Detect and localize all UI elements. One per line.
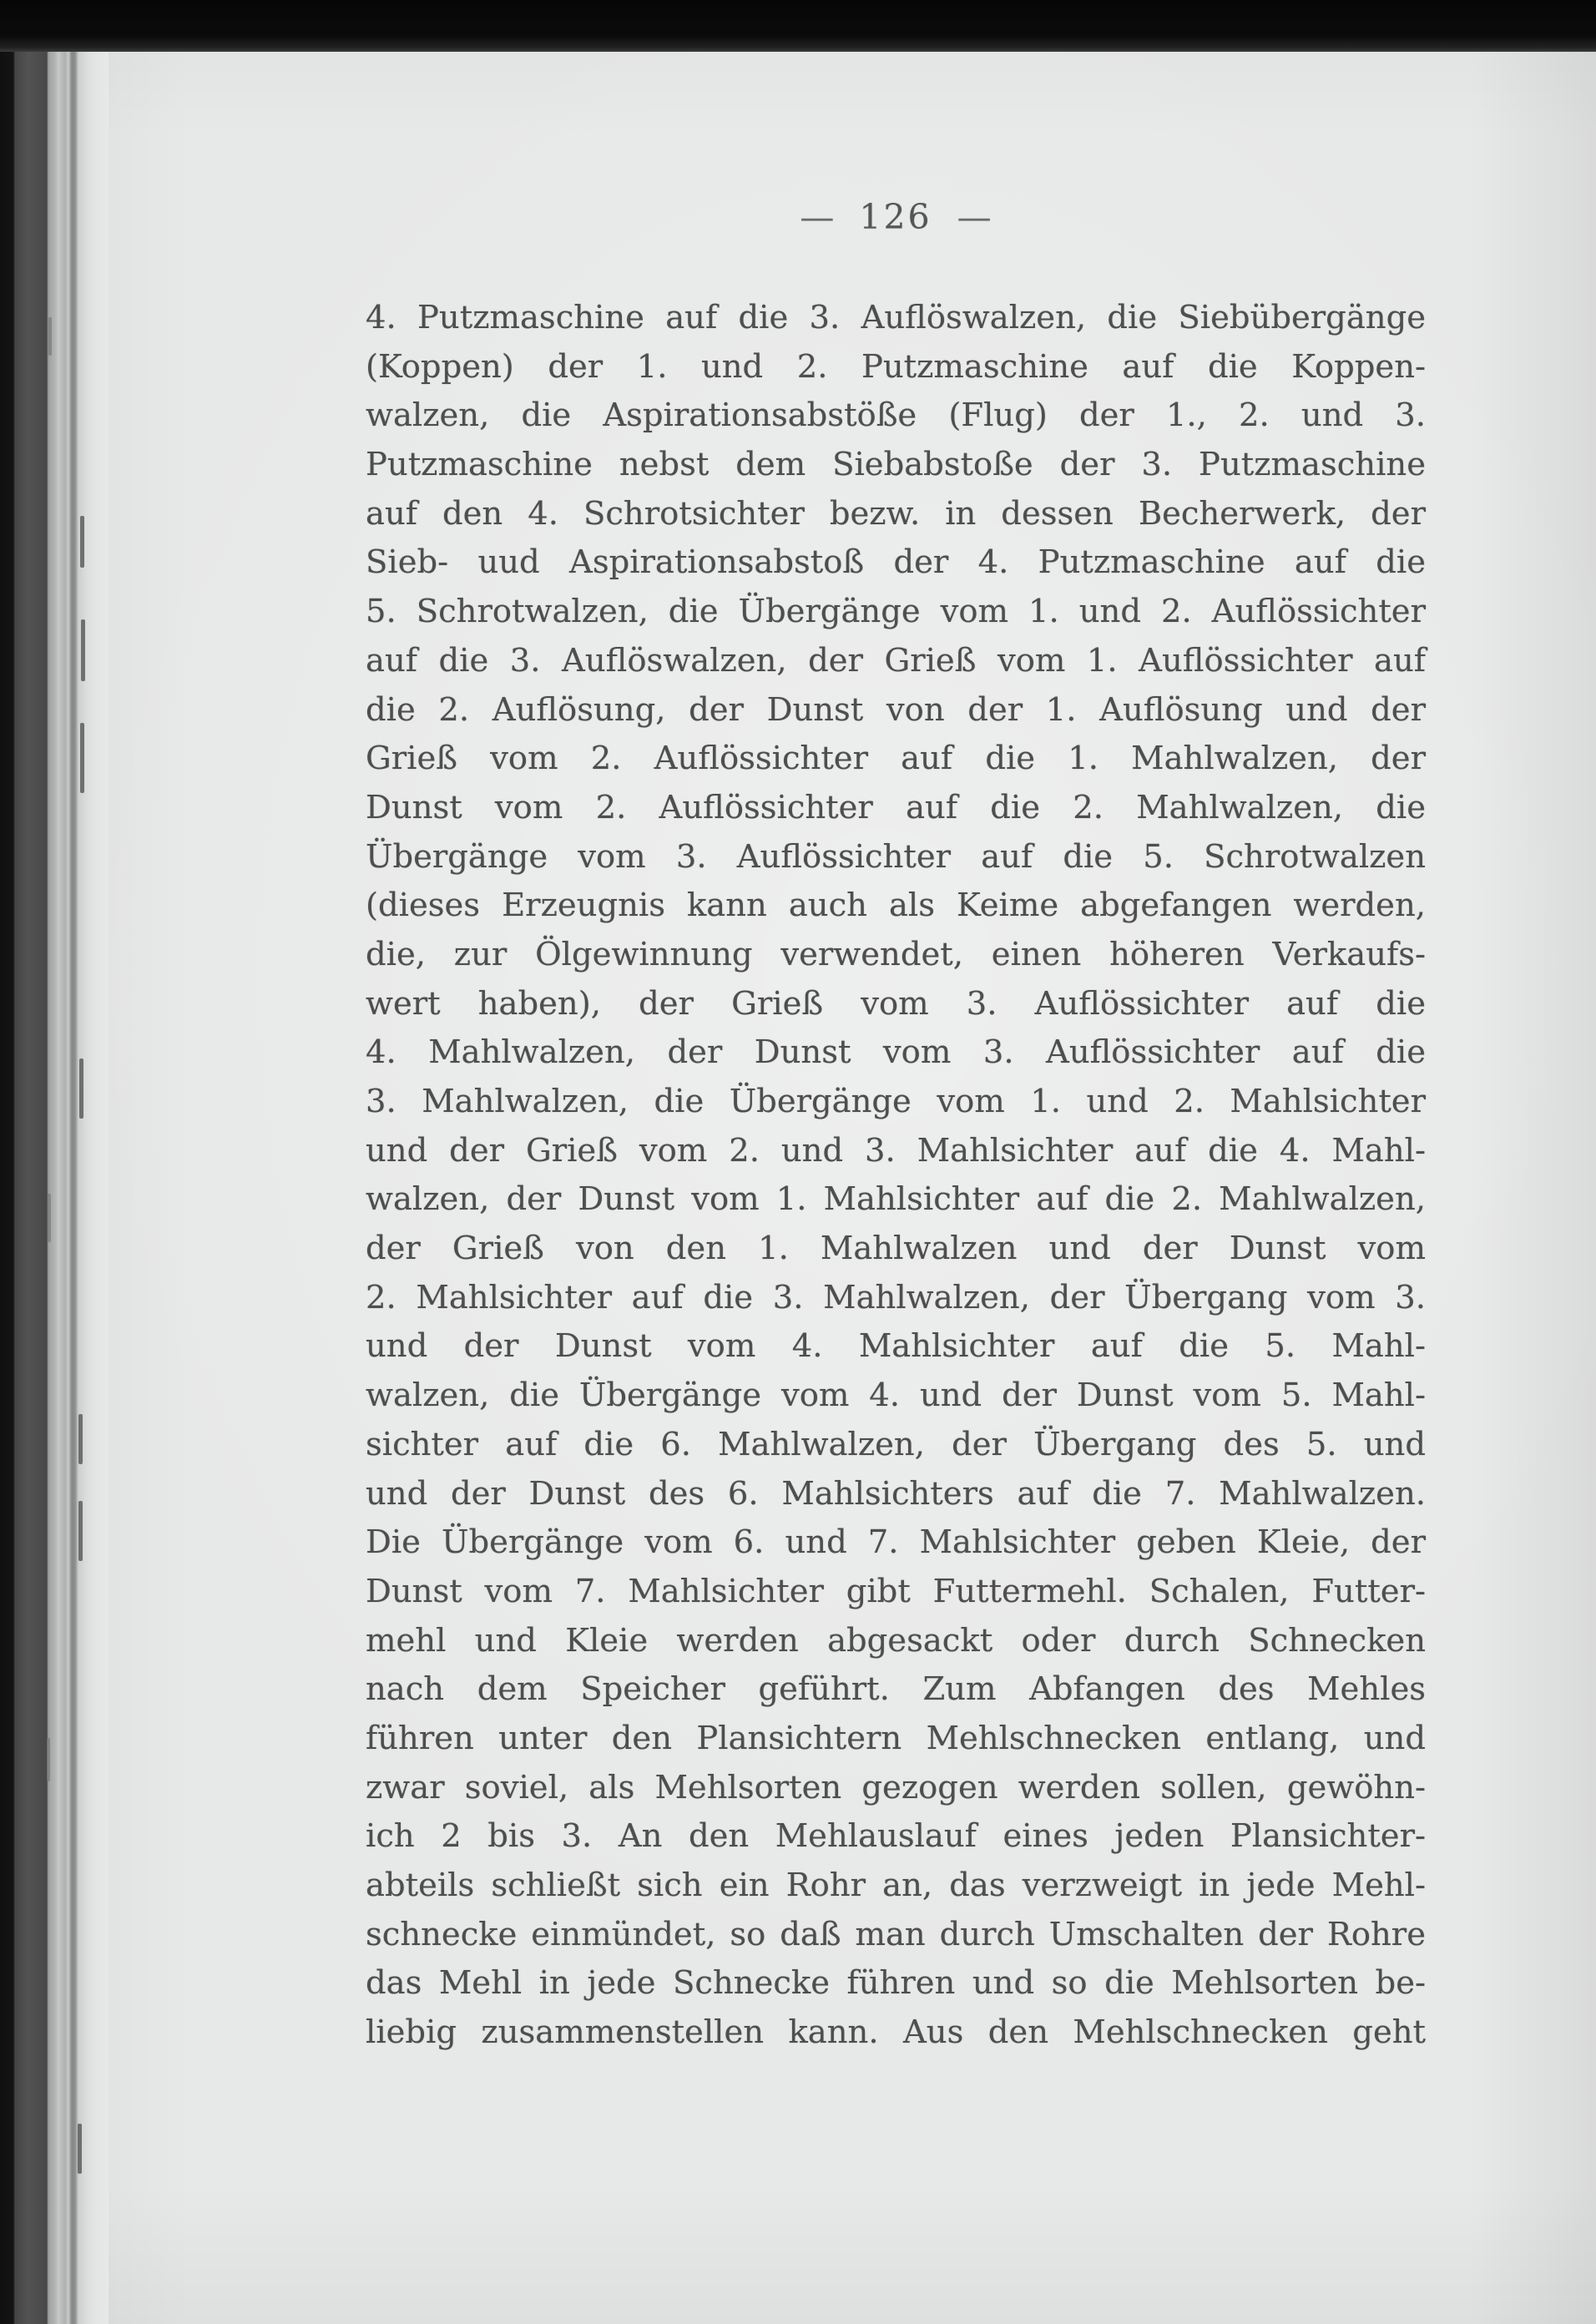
text-line: mehl und Kleie werden abgesackt oder durch Schnecken [366,1621,1426,1660]
text-line: Dunst vom 2. Auflössichter auf die 2. Mahlwalzen, die [366,788,1426,826]
text-line: 5. Schrotwalzen, die Übergänge vom 1. und 2. Auflössichter [366,593,1426,631]
gutter-mark [78,2124,82,2174]
text-line: walzen, die Aspirationsabstöße (Flug) der 1., 2. und 3. [366,397,1426,435]
text-line: nach dem Speicher geführt. Zum Abfangen des Mehles [366,1670,1426,1709]
gutter-mark [81,619,85,681]
text-line: Putzmaschine nebst dem Siebabstoße der 3. Putzmaschine [366,446,1426,484]
text-line: Übergänge vom 3. Auflössichter auf die 5. Schrotwalzen [366,837,1426,876]
text-line: der Grieß von den 1. Mahlwalzen und der Dunst vom [366,1230,1426,1268]
text-line: 4. Putzmaschine auf die 3. Auflöswalzen, die Siebübergänge [366,299,1426,336]
gutter-mark [48,1194,51,1242]
gutter-mark [48,317,52,356]
text-line: und der Dunst des 6. Mahlsichters auf die 7. Mahlwalzen. [366,1474,1426,1513]
text-line: abteils schließt sich ein Rohr an, das verzweigt in jede Mehl- [366,1867,1426,1904]
page-number: 126 [859,197,932,237]
text-line: die, zur Ölgewinnung verwendet, einen höheren Verkaufs- [366,935,1426,973]
text-line: 3. Mahlwalzen, die Übergänge vom 1. und 2. Mahlsichter [366,1083,1426,1120]
text-line: walzen, der Dunst vom 1. Mahlsichter auf die 2. Mahlwalzen, [366,1180,1426,1219]
gutter-mark [79,1058,83,1119]
page-number-header [366,197,1426,237]
text-line: zwar soviel, als Mehlsorten gezogen werden sollen, gewöhn- [366,1768,1426,1806]
text-line: 4. Mahlwalzen, der Dunst vom 3. Auflössichter auf die [366,1033,1426,1072]
text-line: und der Dunst vom 4. Mahlsichter auf die 5. Mahl- [366,1327,1426,1366]
gutter-mark [78,1414,83,1464]
text-line: auf die 3. Auflöswalzen, der Grieß vom 1. Auflössichter auf [366,641,1426,680]
gutter-mark [80,723,84,793]
text-line: auf den 4. Schrotsichter bezw. in dessen Becherwerk, der [366,494,1426,533]
text-block [366,294,1426,2058]
text-line: (Koppen) der 1. und 2. Putzmaschine auf die Koppen- [366,347,1426,386]
text-line: walzen, die Übergänge vom 4. und der Dunst vom 5. Mahl- [366,1377,1426,1415]
text-line: schnecke einmündet, so daß man durch Umschalten der Rohre [366,1915,1426,1953]
text-line: Grieß vom 2. Auflössichter auf die 1. Mahlwalzen, der [366,740,1426,778]
text-line: führen unter den Plansichtern Mehlschnecken entlang, und [366,1719,1426,1757]
text-line: Die Übergänge vom 6. und 7. Mahlsichter geben Kleie, der [366,1523,1426,1562]
text-line: sichter auf die 6. Mahlwalzen, der Übergang des 5. und [366,1425,1426,1463]
gutter-mark [78,1501,83,1561]
text-line: Dunst vom 7. Mahlsichter gibt Futtermehl. Schalen, Futter- [366,1572,1426,1610]
scan-top-edge [0,0,1596,52]
gutter-mark [80,516,84,568]
gutter-mark [47,1738,50,1781]
text-line: und der Grieß vom 2. und 3. Mahlsichter auf die 4. Mahl- [366,1131,1426,1170]
text-line: liebig zusammenstellen kann. Aus den Mehlschnecken geht [366,2013,1426,2052]
text-line: ich 2 bis 3. An den Mehlauslauf eines jeden Plansichter- [366,1817,1426,1856]
text-line: wert haben), der Grieß vom 3. Auflössichter auf die [366,984,1426,1023]
header-dash-right: — [957,197,992,237]
text-line: 2. Mahlsichter auf die 3. Mahlwalzen, der Übergang vom 3. [366,1278,1426,1316]
text-line: Sieb- uud Aspirationsabstoß der 4. Putzmaschine auf die [366,543,1426,582]
text-line: (dieses Erzeugnis kann auch als Keime abgefangen werden, [366,887,1426,925]
text-line: das Mehl in jede Schnecke führen und so die Mehlsorten be- [366,1964,1426,2003]
text-line: die 2. Auflösung, der Dunst von der 1. Auflösung und der [366,690,1426,729]
header-dash-left: — [800,197,835,237]
book-binding-edge [0,0,109,2324]
